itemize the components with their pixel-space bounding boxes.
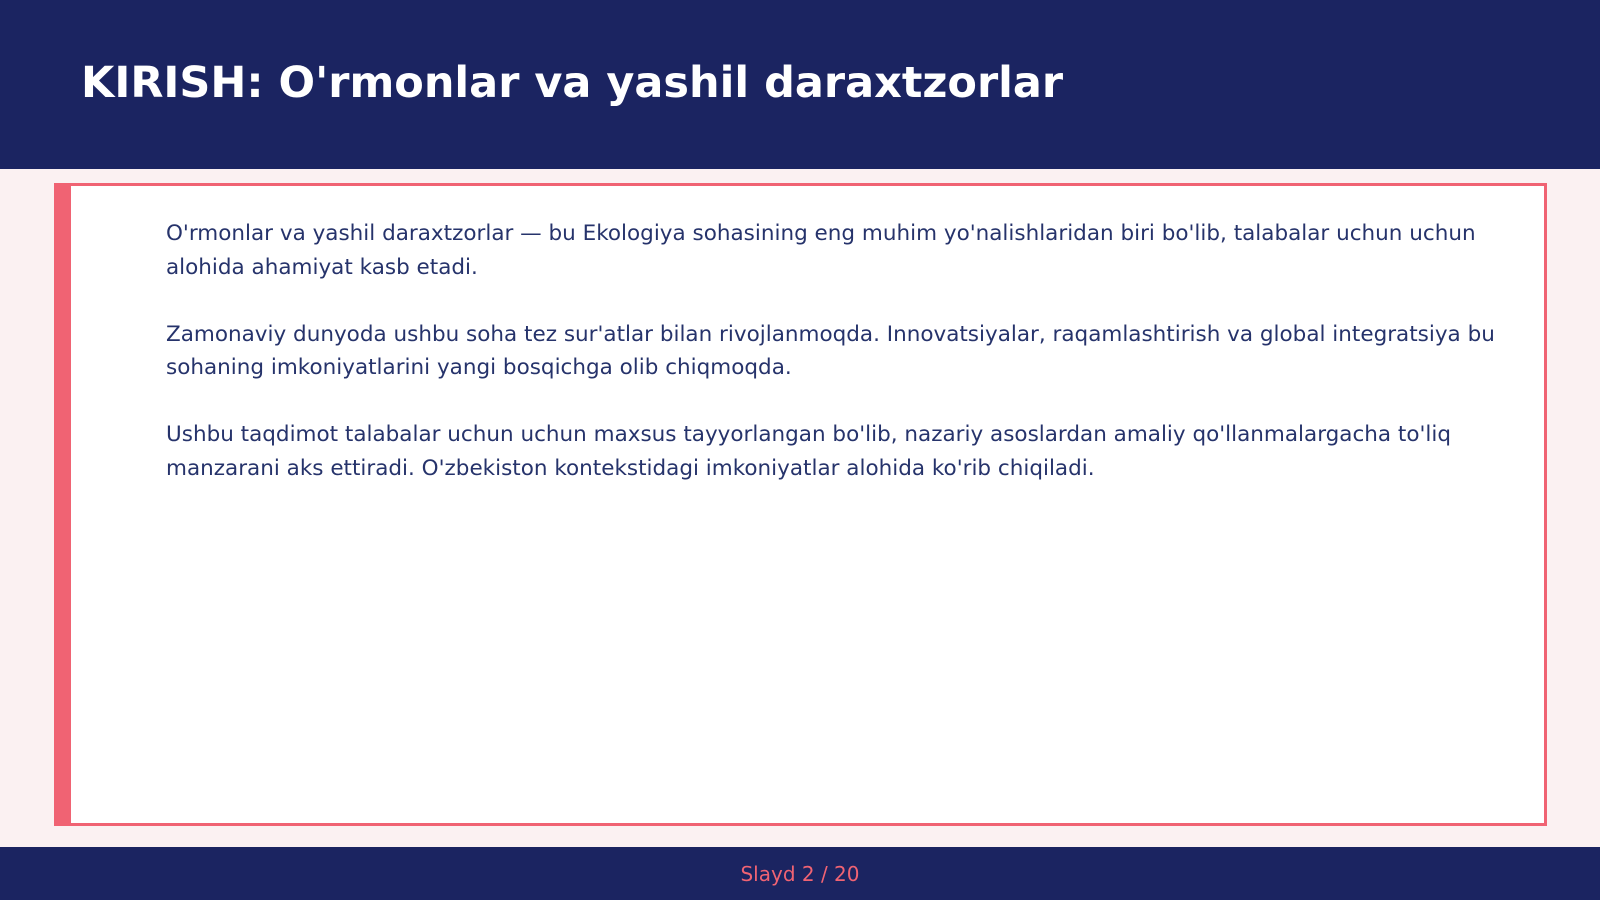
content-text [166,217,1541,519]
slide-footer [0,847,1600,900]
slide-number: Slayd 2 / 20 [740,862,860,886]
slide-title: KIRISH: O'rmonlar va yashil daraxtzorlar [81,58,1064,108]
presentation-purpose-paragraph: Ushbu taqdimot talabalar uchun uchun maxsus tayyorlangan bo'lib, nazariy asoslardan amaliy qo'llanmalargacha to'liq manzarani aks ettiradi. O'zbekiston kontekstidagi imkoniyatlar alohida ko'rib chiqiladi. [166,422,1452,481]
slide-header [0,0,1600,169]
development-paragraph: Zamonaviy dunyoda ushbu soha tez sur'atlar bilan rivojlanmoqda. Innovatsiyalar, raqamlashtirish va global integratsiya bu sohaning imkoniyatlarini yangi bosqichga olib chiqmoqda. [166,321,1495,380]
intro-paragraph: O'rmonlar va yashil daraxtzorlar — bu Ekologiya sohasining eng muhim yo'nalishlaridan biri bo'lib, talabalar uchun uchun alohida ahamiyat kasb etadi. [166,221,1476,280]
content-card [54,183,1547,826]
